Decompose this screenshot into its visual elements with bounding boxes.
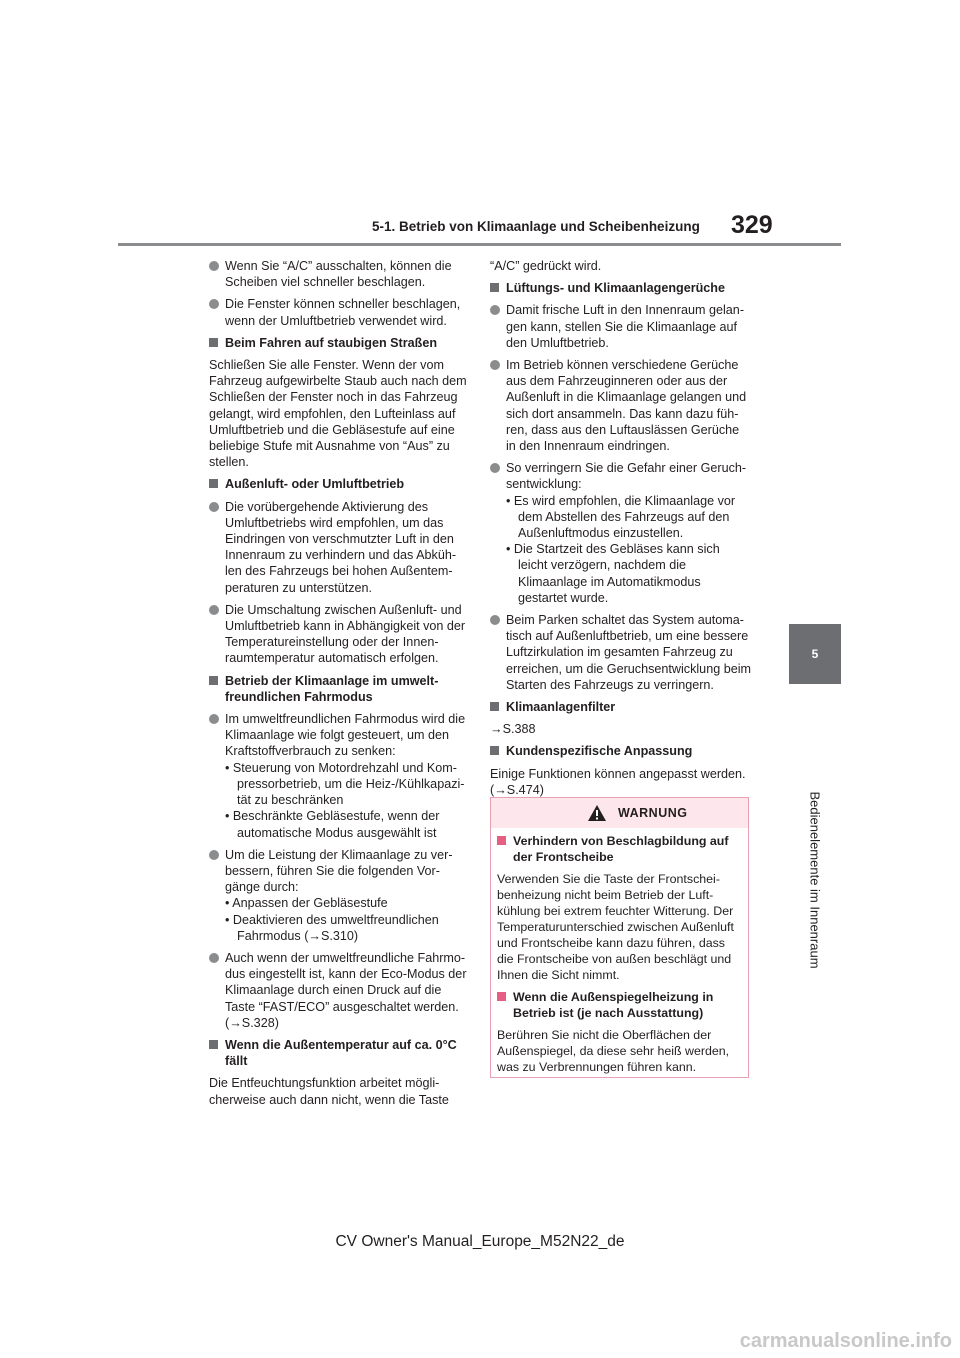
paragraph: Einige Funktionen können angepasst werden. (→S.474)	[490, 766, 746, 797]
page-number: 329	[731, 211, 773, 239]
paragraph: Die Entfeuchtungsfunktion arbeitet möglicherweise auch dann nicht, wenn die Taste	[209, 1076, 449, 1107]
section-heading: Außenluft- oder Umluftbetrieb	[209, 476, 467, 492]
warning-text: Berühren Sie nicht die Oberflächen der Außenspiegel, da diese sehr heiß werden, was zu Verbrennungen führen kann.	[497, 1028, 730, 1074]
bullet-icon	[209, 605, 219, 615]
list-item: Beim Parken schaltet das System automatisch auf Außenluftbetrieb, um eine bessere Luftzirkulation im gesamten Fahrzeug zu erreichen, um die Geruchsentwicklung beim Starten des Fahrzeugs zu verringern.	[490, 612, 752, 693]
bullet-icon	[490, 463, 500, 473]
list-item: Die vorübergehende Aktivierung des Umluftbetriebs wird empfohlen, um das Eindringen von verschmutzter Luft in den Innenraum zu verhindern und das Abkühlen des Fahrzeugs bei hohen Außentemperaturen zu unterstützen.	[209, 499, 467, 596]
warning-heading: Verhindern von Beschlagbildung auf der Frontscheibe	[497, 833, 740, 865]
chapter-number: 5	[811, 647, 819, 661]
list-item: So verringern Sie die Gefahr einer Geruchsentwicklung: • Es wird empfohlen, die Klimaanlage vor dem Abstellen des Fahrzeugs auf den Außenluftmodus einzustellen. • Die Startzeit des Gebläses kann sich leicht verzögern, nachdem die Klimaanlage im Automatikmodus gestartet wurde.	[490, 460, 752, 606]
square-bullet-icon	[490, 283, 499, 292]
section-heading: Lüftungs- und Klimaanlagengerüche	[490, 280, 752, 296]
square-bullet-icon	[209, 676, 218, 685]
sub-item: • Die Startzeit des Gebläses kann sich leicht verzögern, nachdem die Klimaanlage im Automatikmodus gestartet wurde.	[506, 542, 720, 605]
header-divider	[118, 243, 841, 246]
section-heading: Beim Fahren auf staubigen Straßen	[209, 335, 467, 351]
watermark: carmanualsonline.info	[739, 1330, 952, 1352]
list-item: Wenn Sie “A/C” ausschalten, können die Scheiben viel schneller beschlagen.	[209, 258, 467, 290]
paragraph: Schließen Sie alle Fenster. Wenn der vom Fahrzeug aufgewirbelte Staub auch nach dem Schließen der Fenster noch in das Fahrzeug gelangt, wird empfohlen, den Lufteinlass auf Umluftbetrieb und die Gebläsestufe auf eine beliebige Stufe mit Ausnahme von “Aus” zu stellen.	[209, 358, 467, 470]
warning-triangle-icon	[587, 804, 607, 822]
section-heading: Kundenspezifische Anpassung	[490, 743, 752, 759]
list-item: Im Betrieb können verschiedene Gerüche aus dem Fahrzeuginneren oder aus der Außenluft in die Klimaanlage gelangen und sich dort ansammeln. Das kann dazu führen, dass aus den Luftauslässen Gerüche in den Innenraum eindringen.	[490, 357, 752, 454]
bullet-icon	[209, 299, 219, 309]
bullet-icon	[490, 615, 500, 625]
warning-body	[491, 828, 748, 1087]
bullet-icon	[209, 714, 219, 724]
sub-item: • Steuerung von Motordrehzahl und Kompressorbetrieb, um die Heiz-/Kühlkapazität zu beschränken	[225, 760, 465, 808]
square-bullet-icon	[209, 479, 218, 488]
bullet-icon	[209, 850, 219, 860]
section-heading: Betrieb der Klimaanlage im umweltfreundlichen Fahrmodus	[209, 673, 467, 705]
sub-item: • Es wird empfohlen, die Klimaanlage vor dem Abstellen des Fahrzeugs auf den Außenluftmodus einzustellen.	[506, 493, 736, 541]
left-column	[209, 258, 467, 1114]
sub-item: • Anpassen der Gebläsestufe	[225, 896, 388, 911]
warning-text: Verwenden Sie die Taste der Frontscheibenheizung nicht beim Betrieb der Luftkühlung bei extrem feuchter Witterung. Der Temperaturunterschied zwischen Außenluft und Frontscheibe kann dazu führen, dass die Frontscheibe von außen beschlägt und Ihnen die Sicht nimmt.	[497, 872, 734, 982]
page-reference-link[interactable]: →S.388	[490, 722, 536, 737]
list-item: Damit frische Luft in den Innenraum gelangen kann, stellen Sie die Klimaanlage auf den Umluftbetrieb.	[490, 302, 752, 351]
section-heading: Klimaanlagenfilter	[490, 699, 752, 715]
square-bullet-icon	[490, 746, 499, 755]
list-item: Auch wenn der umweltfreundliche Fahrmodus eingestellt ist, kann der Eco-Modus der Klimaanlage durch einen Druck auf die Taste “FAST/ECO” ausgeschaltet werden. (→S.328)	[209, 950, 467, 1031]
section-title: 5-1. Betrieb von Klimaanlage und Scheibenheizung	[372, 219, 700, 234]
square-bullet-icon	[490, 702, 499, 711]
square-bullet-icon	[497, 992, 506, 1001]
list-item: Im umweltfreundlichen Fahrmodus wird die Klimaanlage wie folgt gesteuert, um den Kraftstoffverbrauch zu senken: • Steuerung von Motordrehzahl und Kompressorbetrieb, um die Heiz-/Kühlkapazität zu beschränken • Beschränkte Gebläsestufe, wenn der automatische Modus ausgewählt ist	[209, 711, 467, 841]
sub-item: • Deaktivieren des umweltfreundlichen Fahrmodus (→S.310)	[225, 912, 439, 943]
section-heading: Wenn die Außentemperatur auf ca. 0°C fällt	[209, 1037, 467, 1069]
warning-title: WARNUNG	[618, 806, 688, 820]
bullet-icon	[490, 360, 500, 370]
bullet-icon	[209, 261, 219, 271]
square-bullet-icon	[209, 1040, 218, 1049]
chapter-tab	[789, 624, 841, 684]
bullet-icon	[490, 305, 500, 315]
warning-header	[491, 798, 748, 828]
footer-text: CV Owner's Manual_Europe_M52N22_de	[335, 1233, 625, 1250]
list-item: Die Umschaltung zwischen Außenluft- und Umluftbetrieb kann in Abhängigkeit von der Temperatureinstellung oder der Innenraumtemperatur automatisch erfolgen.	[209, 602, 467, 667]
sub-item: • Beschränkte Gebläsestufe, wenn der automatische Modus ausgewählt ist	[225, 809, 440, 840]
paragraph: “A/C” gedrückt wird.	[490, 259, 602, 273]
list-item: Die Fenster können schneller beschlagen, wenn der Umluftbetrieb verwendet wird.	[209, 296, 467, 328]
square-bullet-icon	[497, 836, 506, 845]
warning-heading: Wenn die Außenspiegelheizung in Betrieb ist (je nach Ausstattung)	[497, 989, 740, 1021]
list-item: Um die Leistung der Klimaanlage zu verbessern, führen Sie die folgenden Vorgänge durch: • Anpassen der Gebläsestufe • Deaktivieren des umweltfreundlichen Fahrmodus (→S.310)	[209, 847, 467, 944]
chapter-label: Bedienelemente im Innenraum	[807, 791, 823, 969]
square-bullet-icon	[209, 338, 218, 347]
bullet-icon	[209, 502, 219, 512]
warning-box	[490, 797, 749, 1078]
right-column	[490, 258, 752, 804]
bullet-icon	[209, 953, 219, 963]
